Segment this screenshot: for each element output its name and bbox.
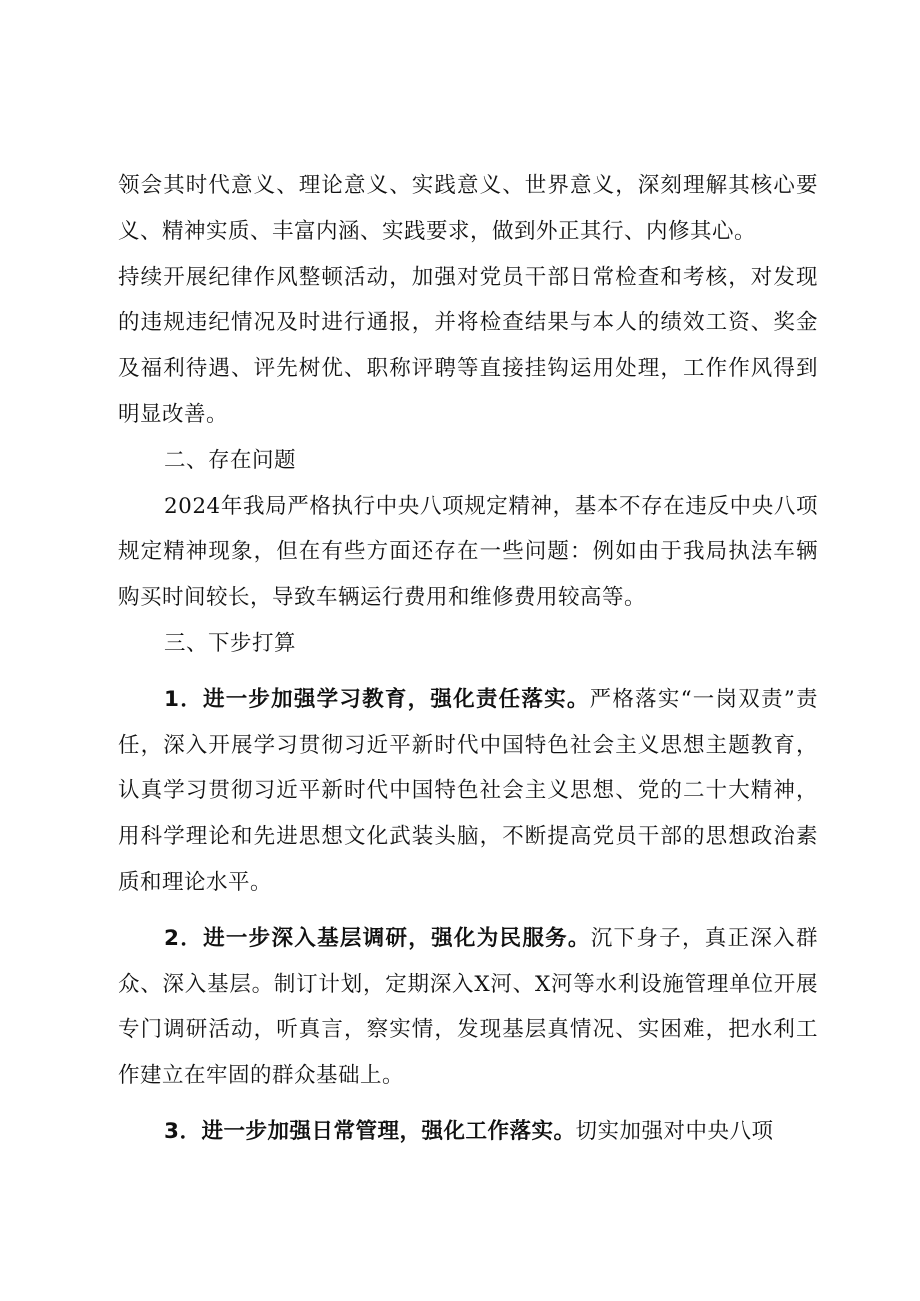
plan-item-1-lead: 1．进一步加强学习教育，强化责任落实。 [164,686,590,712]
plan-item-2-lead: 2．进一步深入基层调研，强化为民服务。 [164,925,591,951]
plan-item-2-body: 沉下身子，真正深入群众、深入基层。制订计划，定期深入X河、X河等水利设施管理单位开展专门调研活动，听真言，察实情，发现基层真情况、实困难，把水利工作建立在牢固的群众基础上。 [118,925,818,1089]
document-body [118,163,818,1155]
plan-item-3-lead: 3．进一步加强日常管理，强化工作落实。 [164,1118,576,1144]
plan-item-2 [118,916,818,1099]
section-three-heading: 三、下步打算 [164,630,297,656]
plan-item-1 [118,677,818,906]
plan-item-3-body: 切实加强对中央八项 [575,1118,774,1144]
opening-paragraph: 领会其时代意义、理论意义、实践意义、世界意义，深刻理解其核心要义、精神实质、丰富内涵、实践要求，做到外正其行、内修其心。 [118,173,818,244]
plan-item-3 [118,1109,818,1155]
discipline-paragraph: 持续开展纪律作风整顿活动，加强对党员干部日常检查和考核，对发现的违规违纪情况及时进行通报，并将检查结果与本人的绩效工资、奖金及福利待遇、评先树优、职称评聘等直接挂钩运用处理，工作作风得到明显改善。 [118,264,818,427]
section-two-body: 2024年我局严格执行中央八项规定精神，基本不存在违反中央八项规定精神现象，但在有些方面还存在一些问题：例如由于我局执法车辆购买时间较长，导致车辆运行费用和维修费用较高等。 [118,493,818,611]
section-two-heading: 二、存在问题 [164,447,297,473]
plan-item-1-body: 严格落实“一岗双责”责任，深入开展学习贯彻习近平新时代中国特色社会主义思想主题教育，认真学习贯彻习近平新时代中国特色社会主义思想、党的二十大精神，用科学理论和先进思想文化武装头脑，不断提高党员干部的思想政治素质和理论水平。 [118,686,819,895]
